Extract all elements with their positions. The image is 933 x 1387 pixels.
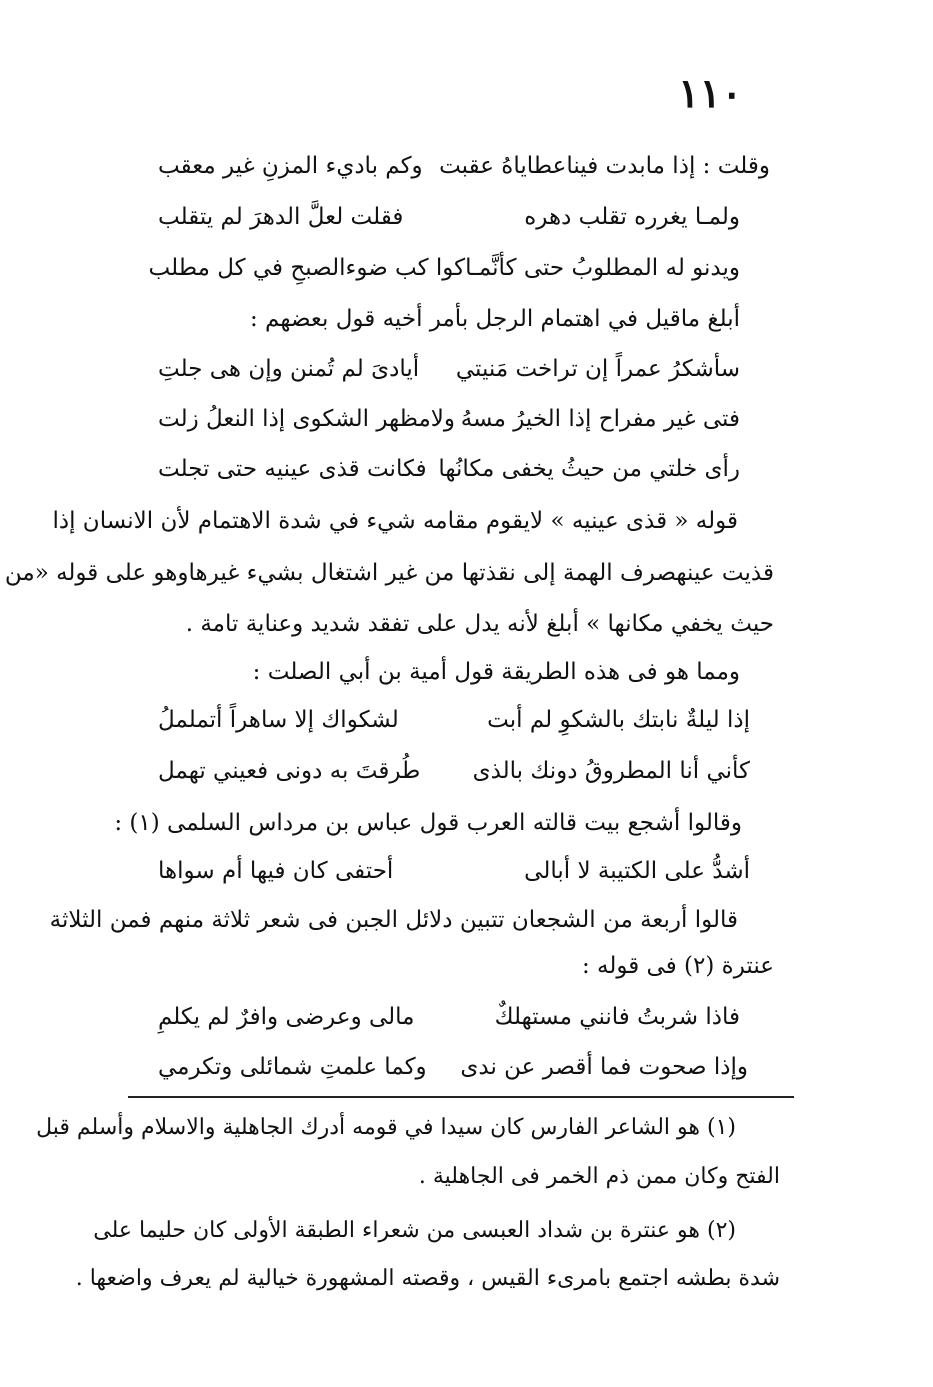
verse-right-hemistich: وإذا صحوت فما أقصر عن ندى [460,1054,748,1080]
prose-line: ومما هو فى هذه الطريقة قول أمية بن أبي الصلت : [252,659,740,685]
prose-line: قوله « قذى عينيه » لايقوم مقامه شيء في شدة الاهتمام لأن الانسان إذا [52,508,738,534]
footnote-line: شدة بطشه اجتمع بامرىء القيس ، وقصته المشهورة خيالية لم يعرف واضعها . [75,1266,780,1291]
verse-left-hemistich: وكم باديء المزنِ غير معقب [158,153,423,179]
verse-line [158,352,740,386]
verse-left-hemistich: وكما علمتِ شمائلى وتكرمي [158,1054,427,1080]
verse-left-hemistich: فكانت قذى عينيه حتى تجلت [158,456,427,482]
verse-right-hemistich: ويدنو له المطلوبُ حتى كأنَّمـا [465,255,740,281]
footnote-line: الفتح وكان ممن ذم الخمر فى الجاهلية . [418,1164,780,1189]
verse-line [148,251,740,285]
prose-line: قالوا أربعة من الشجعان تتبين دلائل الجبن فى شعر ثلاثة منهم فمن الثلاثة [49,907,738,933]
verse-left-hemistich: فقلت لعلَّ الدهرَ لم يتقلب [158,204,404,230]
verse-left-hemistich: أحتفى كان فيها أم سواها [158,858,394,884]
verse-right-hemistich: كأني أنا المطروقُ دونك بالذى [472,758,750,784]
verse-right-hemistich: وقلت : إذا مابدت فيناعطاياهُ عقبت [439,153,770,179]
verse-left-hemistich: لشكواك إلا ساهراً أتململُ [158,707,399,733]
verse-line [158,1000,740,1034]
footnote-divider [128,1096,794,1098]
verse-right-hemistich: سأشكرُ عمراً إن تراخت مَنيتي [455,356,740,382]
verse-line [158,149,770,183]
verse-line [158,754,750,788]
footnote-line: (٢) هو عنترة بن شداد العبسى من شعراء الطبقة الأولى كان حليما على [93,1218,736,1243]
verse-right-hemistich: أشدُّ على الكتيبة لا أبالى [524,858,750,884]
verse-line [158,854,750,888]
prose-line: قذيت عينهصرف الهمة إلى نقذتها من غير اشتغال بشيء غيرهاوهو على قوله «من [4,560,774,586]
verse-left-hemistich: ولامظهر الشكوى إذا النعلُ زلت [158,406,456,432]
footnote-line: (١) هو الشاعر الفارس كان سيدا في قومه أدرك الجاهلية والاسلام وأسلم قبل [36,1115,736,1140]
verse-right-hemistich: فتى غير مفراح إذا الخيرُ مسهُ [460,406,740,432]
verse-right-hemistich: ولمـا يغرره تقلب دهره [524,204,740,230]
verse-left-hemistich: كوا كب ضوءالصبحِ في كل مطلب [148,255,466,281]
verse-line [158,703,750,737]
prose-line: وقالوا أشجع بيت قالته العرب قول عباس بن مرداس السلمى (١) : [114,810,742,836]
verse-right-hemistich: رأى خلتي من حيثُ يخفى مكانُها [438,456,740,482]
prose-line: حيث يخفي مكانها » أبلغ لأنه يدل على تفقد شديد وعناية تامة . [185,611,774,637]
verse-line [158,200,740,234]
verse-line [158,1050,748,1084]
verse-right-hemistich: فاذا شربتُ فانني مستهلكٌ [494,1004,740,1030]
verse-left-hemistich: مالى وعرضى وافرٌ لم يكلمِ [158,1004,415,1030]
prose-line: أبلغ ماقيل في اهتمام الرجل بأمر أخيه قول بعضهم : [249,306,740,332]
verse-left-hemistich: طُرقتَ به دونى فعيني تهمل [158,758,421,784]
verse-left-hemistich: أيادىَ لم تُمنن وإن هى جلتِ [158,356,420,382]
verse-line [158,452,740,486]
verse-line [158,402,740,436]
verse-right-hemistich: إذا ليلةٌ نابتك بالشكوِ لم أبت [487,707,750,733]
prose-line: عنترة (٢) فى قوله : [581,953,774,979]
page-number: ١١٠ [678,70,743,117]
